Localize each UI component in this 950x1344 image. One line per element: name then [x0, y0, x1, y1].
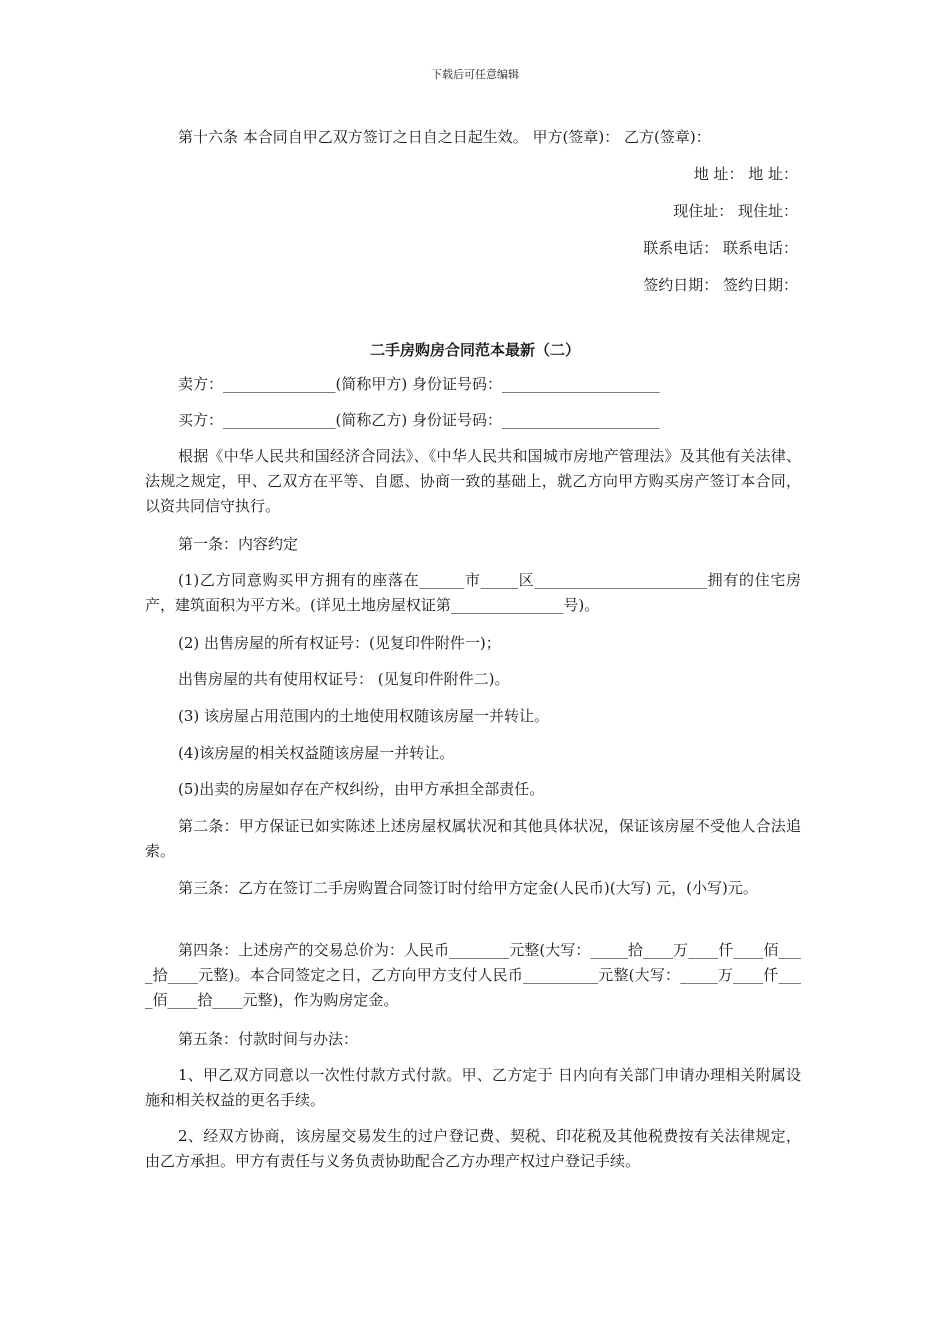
buyer-line: 买方：_______________(简称乙方) 身份证号码：_____________________ — [178, 411, 660, 429]
phone-line: 联系电话： 联系电话： — [643, 239, 798, 257]
article1-item2b: 出售房屋的共有使用权证号： (见复印件附件二)。 — [178, 670, 510, 688]
article4-paragraph: 第四条：上述房产的交易总价为：人民币________元整(大写：_____拾____万____仟____佰____拾____元整)。本合同签定之日，乙方向甲方支付人民币__________元整(大写：_____万____仟____佰____拾____元整)，作为购房定金。 — [145, 941, 801, 1009]
article5-heading: 第五条：付款时间与办法： — [178, 1030, 359, 1048]
residence-line: 现住址： 现住址： — [673, 202, 798, 220]
address-line: 地 址： 地 址： — [693, 165, 798, 183]
page-header: 下载后可任意编辑 — [431, 68, 519, 81]
article1-item3: (3) 该房屋占用范围内的土地使用权随该房屋一并转让。 — [178, 707, 550, 725]
article1-item5: (5)出卖的房屋如存在产权纠纷，由甲方承担全部责任。 — [178, 780, 545, 798]
article1-heading: 第一条：内容约定 — [178, 535, 299, 553]
document-title: 二手房购房合同范本最新（二） — [369, 341, 580, 359]
article1-item4: (4)该房屋的相关权益随该房屋一并转让。 — [178, 744, 455, 762]
article2-paragraph: 第二条：甲方保证已如实陈述上述房屋权属状况和其他具体状况，保证该房屋不受他人合法追索。 — [145, 817, 801, 860]
article5-item2: 2、经双方协商，该房屋交易发生的过户登记费、契税、印花税及其他税费按有关法律规定，由乙方承担。甲方有责任与义务负责协助配合乙方办理产权过户登记手续。 — [145, 1127, 801, 1170]
article1-item1: (1)乙方同意购买甲方拥有的座落在______市_____区_______________________拥有的住宅房产，建筑面积为平方米。(详见土地房屋权证第_______________号)。 — [145, 571, 801, 614]
article16-signature-line: 第十六条 本合同自甲乙双方签订之日自之日起生效。 甲方(签章)： 乙方(签章)： — [178, 128, 711, 146]
preamble-paragraph: 根据《中华人民共和国经济合同法》、《中华人民共和国城市房地产管理法》及其他有关法律、法规之规定，甲、乙双方在平等、自愿、协商一致的基础上，就乙方向甲方购买房产签订本合同，以资共同信守执行。 — [145, 447, 801, 515]
sign-date-line: 签约日期： 签约日期： — [643, 276, 798, 294]
seller-line: 卖方：_______________(简称甲方) 身份证号码：_____________________ — [178, 375, 660, 393]
article3-paragraph: 第三条：乙方在签订二手房购置合同签订时付给甲方定金(人民币)(大写) 元，(小写)元。 — [178, 879, 758, 897]
article1-item2: (2) 出售房屋的所有权证号：(见复印件附件一)； — [178, 634, 501, 652]
article5-item1: 1、甲乙双方同意以一次性付款方式付款。甲、乙方定于 日内向有关部门申请办理相关附属设施和相关权益的更名手续。 — [145, 1066, 801, 1109]
